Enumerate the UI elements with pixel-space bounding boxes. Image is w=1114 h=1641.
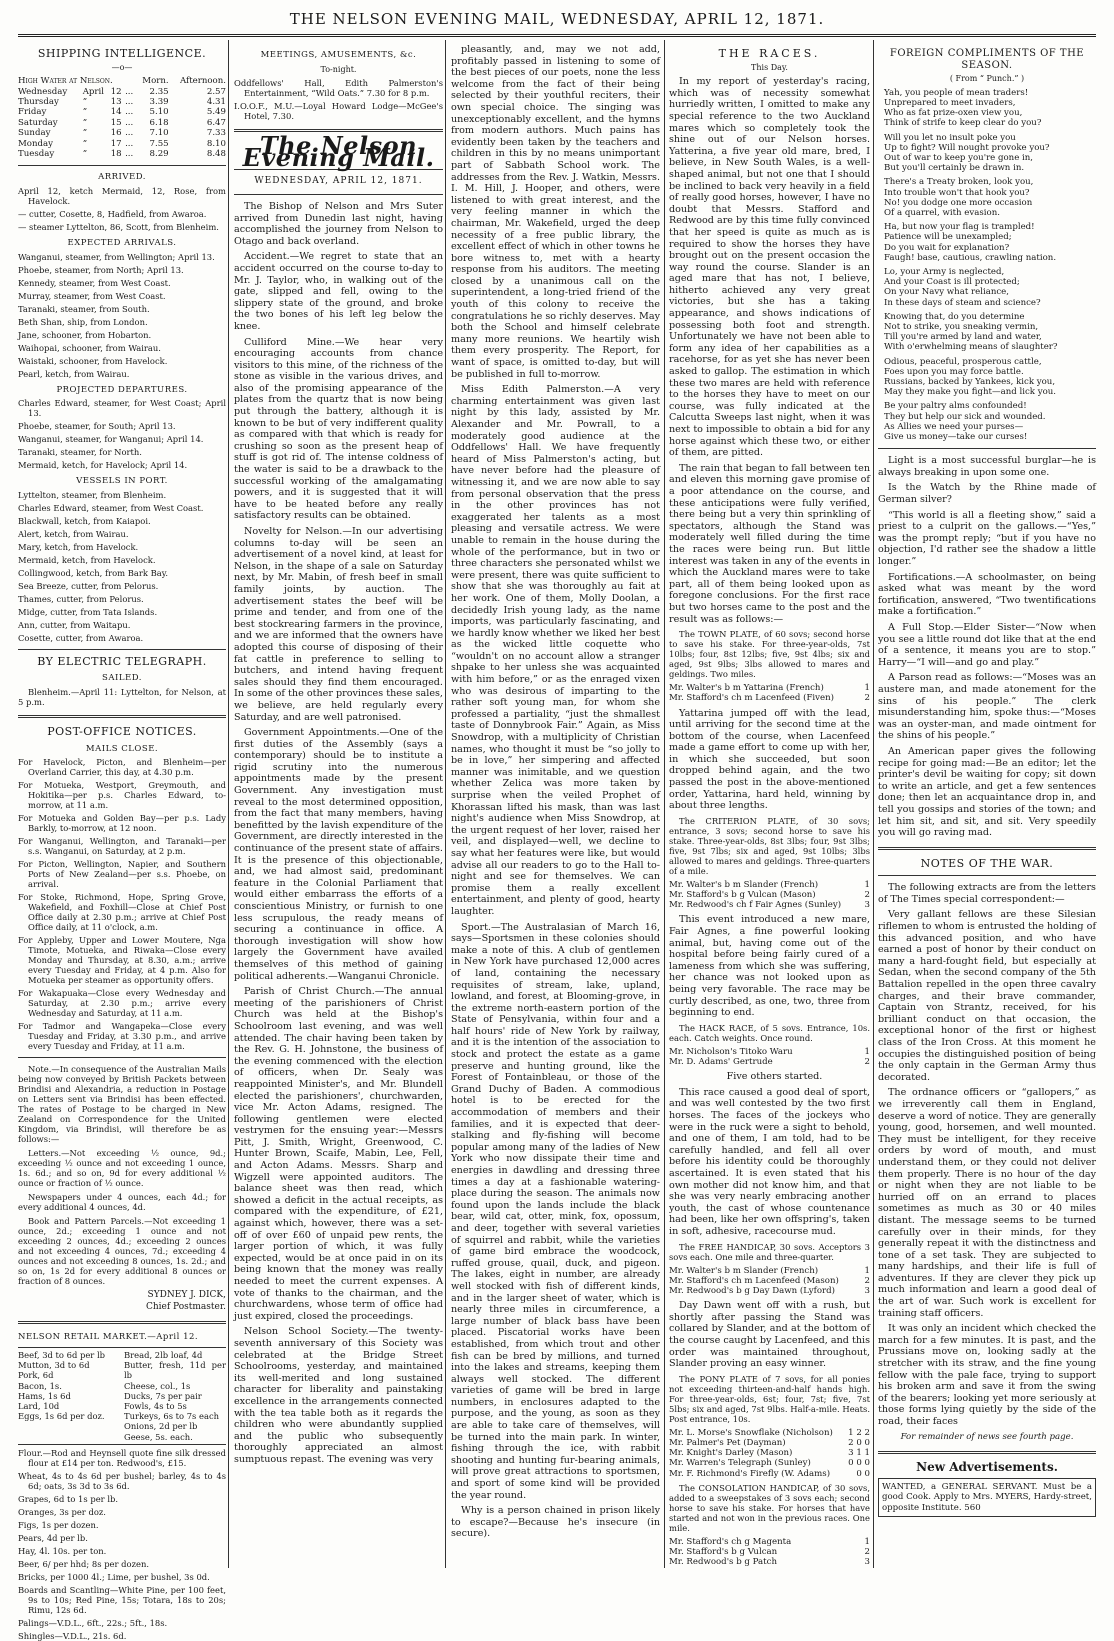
race-place: 2 [864,1057,870,1067]
tide-cell: 7.33 [206,128,226,139]
tide-row [18,87,226,97]
race-horse: Mr. Walter's b m Yattarina (French) [669,683,824,694]
postage-books: Book and Pattern Parcels.—Not exceeding 1 ounce, 2d.; exceeding 1 ounce and not exceeding 2 ounces, 4d.; exceeding 2 ounces and not exceeding 4 ounces, 7d.; exceeding 4 ounces and not exceeding 8 ounces, 1s. 2d.; and so on, 1s 2d for every additional 8 ounces or fraction of 8 ounces. [18,1216,226,1287]
race-result [669,1286,870,1296]
tide-cell: ... [125,86,134,97]
postage-newspapers: Newspapers under 4 ounces, each 4d.; for every additional 4 ounces, 4d. [18,1192,226,1213]
race-place: 3 [864,900,870,911]
mails-heading: MAILS CLOSE. [85,743,159,754]
tide-cell: Sunday [18,128,51,139]
race-place: 1 [864,1536,870,1547]
vessel-entry: Ann, cutter, from Waitapu. [18,619,131,630]
race-horse: Mr. Walter's b m Slander (French) [669,879,819,890]
tide-cell: 2.35 [149,86,169,97]
market-item: Turkeys, 6s to 7s each [124,1411,220,1422]
race-horse: Mr. Warren's Telegraph (Sunley) [669,1458,811,1469]
vessel-entry: Lyttelton, steamer, from Blenheim. [18,489,167,500]
news-paragraph: Novelty for Nelson.—In our advertising columns to-day will be seen an advertisement of a novel kind, at least for Nelson, in the shape of a sale on Saturday next, by Mr. Mabin, of fresh beef in small family joints, by auction. The advertisement states the beef will be prime and tender, and from one of the best stockrearing farmers in the province, and we are informed that the owners have adopted this course of disposing of their fat cattle in preference to selling to butchers, and intend having frequent sales should they find them encouraged. In some of the other provinces these sales, we believe, are held regularly every Saturday, and are well patronised. [234,526,443,723]
edition-date: WEDNESDAY, APRIL 12, 1871. [254,176,423,187]
poem [878,88,1096,443]
race-place: 2 [864,1546,870,1557]
race-horse: Mr. Redwood's ch f Fair Agnes (Sunley) [669,900,842,911]
tide-cell: 8.10 [206,138,226,149]
tide-cell: ” [82,149,88,160]
expected-entry: Jane, schooner, from Hobarton. [18,329,152,340]
races-subheading: This Day. [751,62,788,72]
race-horse: Mr. Nicholson's Titoko Waru [669,1046,793,1057]
poem-line: Of a quarrel, with evasion. [884,208,1000,219]
joke-paragraph: A Full Stop.—Elder Sister—“Now when you see a little round dot like that at the end of a sentence, it means you are to stop.” Harry—“I will—and go and play.” [878,622,1096,668]
race-result [669,1557,870,1567]
market-note: Grapes, 6d to 1s per lb. [18,1493,119,1504]
departure-entry: Phoebe, steamer, for South; April 13. [18,421,176,432]
poem-line: Knowing that, do you determine [884,311,1025,322]
race-place: 3 [864,1285,870,1296]
signature-title: Chief Postmaster. [145,1301,226,1312]
race-place: 3 1 1 [848,1448,870,1459]
departure-entry: Taranaki, steamer, for North. [18,447,142,458]
postage-note: Note.—In consequence of the Australian Mails being now conveyed by British Packets between Brindisi and Alexandria, a reduction in Postage on Letters sent via Brindisi has been effected. The rates of Postage to be charged in New Zealand on Correspondence for the United Kingdom, via Brindisi, will therefore be as follows:— [18,1064,226,1145]
race-place: 1 2 2 [848,1427,870,1438]
race-result [669,1448,870,1458]
expected-entry: Wanganui, steamer, from Wellington; April 13. [18,251,215,262]
race-conditions: The HACK RACE, of 5 sovs. Entrance, 10s. each. Catch weights. Once round. [669,1022,870,1043]
arrival-entry: — cutter, Cosette, 8, Hadfield, from Awaroa. [18,209,207,220]
race-place: 2 0 0 [848,1437,870,1448]
news-paragraph: The Bishop of Nelson and Mrs Suter arrived from Dunedin last night, having accomplished the journey from Nelson to Otago and back overland. [234,200,443,247]
classified-ad: WANTED, a GENERAL SERVANT. Must be a good Cook. Apply to Mrs. MYERS, Hardy-street, opposite Institute. 560 [878,1478,1096,1517]
race-result [669,683,870,693]
tide-cell: 17 [110,138,122,149]
market-note: Flour.—Rod and Heynsell quote fine silk dressed flour at £14 per ton. Redwood's, £15. [18,1447,226,1468]
poem-line: Be your paltry alms confounded! [884,401,1027,412]
race-conditions: The CONSOLATION HANDICAP, of 30 sovs, added to a sweepstakes of 3 sovs each; second horse to save his stake. For horses that have started and not won in the previous races. One mile. [669,1482,870,1533]
war-paragraph: Very gallant fellows are these Silesian riflemen to whom is entrusted the holding of this advanced position, and who have earned a post of honor by their conduct on many a hard-fought field, but especially at Sedan, when the second company of the 5th Battalion repelled in the open three cavalry charges, and their brave commander, Captain von Strantz, received, for his brilliant conduct on that occasion, the exceptional honor of the first or highest class of the Iron Cross. At this moment he occupies the distinguished position of being the only captain in the German Army thus decorated. [878,909,1096,1083]
race-place: 2 [864,890,870,901]
tide-cell: 13 [110,97,122,107]
post-office-heading: POST-OFFICE NOTICES. [47,725,197,738]
race-result [669,890,870,900]
mail-entry: For Picton, Wellington, Napier, and Southern Ports of New Zealand—per s.s. Phoebe, on arrival. [18,859,226,890]
race-place: 1 [864,683,870,694]
tide-cell: Monday [18,138,53,149]
tide-cell: Thursday [18,97,59,107]
mail-entry: For Havelock, Picton, and Blenheim—per Overland Carrier, this day, at 4.30 p.m. [18,757,226,778]
poem-source: ( From “ Punch.” ) [949,74,1025,84]
race-result [669,880,870,890]
projected-heading: PROJECTED DEPARTURES. [56,384,188,395]
joke-paragraph: Light is a most successful burglar—he is always breaking in upon some one. [878,455,1096,478]
shipping-heading: SHIPPING INTELLIGENCE. [37,47,207,60]
race-horse: Mr. Knight's Darley (Mason) [669,1448,793,1459]
tide-cell: Saturday [18,117,58,128]
poem-line: Patience will be unexampled; [884,232,1012,243]
race-place: 1 [864,879,870,890]
tide-cell: ... [125,107,134,118]
race-result [669,1266,870,1276]
market-item: Bacon, 1s. [18,1380,62,1391]
column-3 [451,44,660,1564]
race-place: 1 [864,1046,870,1057]
poem-line: Give us money—take our curses! [884,432,1028,443]
meeting-entry: I.O.O.F., M.U.—Loyal Howard Lodge—McGee's Hotel, 7.30. [234,101,443,122]
tide-row [18,118,226,128]
tide-cell: 16 [110,128,122,139]
market-note: Palings—V.D.L., 6ft., 22s.; 5ft., 18s. [18,1617,168,1628]
expected-entry: Murray, steamer, from West Coast. [18,290,166,301]
races-paragraph: Yattarina jumped off with the lead, until arriving for the second time at the bottom of the course, when Lacenfeed made a game effort to come up with her, in which she succeeded, but soon dropped behind again, and the two passed the post in the above-mentioned order, Yattarina, hard held, winning by about three lengths. [669,707,870,812]
market-item: Cheese, col., 1s [124,1380,191,1391]
sailed-heading: SAILED. [102,673,142,684]
poem-line: Not to strike, you sneaking vermin, [884,322,1039,333]
poem-line: Out of war to keep you're gone in, [884,153,1034,163]
tide-header: Afternoon. [179,76,226,87]
race-result [669,1469,870,1479]
poem-line: But you'll certainly be drawn in. [884,163,1025,174]
tide-cell: 2.57 [206,86,226,97]
joke-paragraph: “This world is all a fleeting show,” said a priest to a culprit on the gallows.—“Yes,” was the prompt reply; “but if you have no objection, I'd rather see the shadow a little longer.” [878,509,1096,568]
news-paragraph: Sport.—The Australasian of March 16, says—Sportsmen in these colonies should make a note of this. A club of gentlemen in New York have purchased 12,000 acres of land, containing the necessary requisites of stream, lake, upland, lowland, and forest, at Blooming-grove, in the extreme north-eastern portion of the State of Pensylvania, within four and a half hours' ride of New York by railway, and it is the intention of the association to stock and protect the estate as a game preserve and hunting ground, like the Forest of Fontainbleau, or those of the Grand Duchy of Baden. A commodious hotel is to be erected for the accommodation of members and their families, and it is expected that deer-stalking and fly-fishing will become popular among many of the ladies of New York who now dissipate their time and energies in dawdling and dressing three times a day at a fashionable watering-place during the season. The animals now found upon the lands include the black bear, wild cat, otter, mink, fox, opossum, and deer, together with several varieties of squirrel and rabbit, while the varieties of game bird embrace the woodcock, ruffed grouse, quail, duck, and pigeon. The lakes, eight in number, are already well stocked with fish of different kinds, and in the larger sheet of water, which is nearly three miles in circumference, a large number of black bass have been placed. Piscatorial works have been established, from which trout and other fish can be bred by millions, and turned into the lakes and streams, keeping them always well stocked. The different varieties of game will be bred in large numbers, in enclosures adapted to the purpose, and the young, as soon as they are able to take care of themselves, will be turned into the main park. In winter, fishing through the ice, with rabbit shooting and hunting fur-bearing animals, will prove great attractions to sportsmen, and sport of some kind will be provided the year round. [451,921,660,1501]
races-paragraph: This event introduced a new mare, Fair Agnes, a fine powerful looking animal, but, having come out of the hospital before being fairly cured of a lameness from which she was suffering, her chance was not looked upon as being very favorable. The race may be curtly described, as one, two, three from beginning to end. [669,914,870,1019]
tide-cell: 7.55 [149,138,169,149]
race-place: 2 [864,1275,870,1286]
news-paragraph: Why is a person chained in prison likely to escape?—Because he's insecure (in secure). [451,1505,660,1540]
newspaper-title: The Nelson Evening Mail. [242,131,435,172]
poem-heading: FOREIGN COMPLIMENTS OF THE SEASON. [889,48,1085,71]
tide-cell: ” [82,107,88,118]
tide-cell: 8.48 [206,149,226,160]
race-horse: Mr. Stafford's b g Vulcan (Mason) [669,890,816,901]
race-result [669,1438,870,1448]
postage-letters: Letters.—Not exceeding ½ ounce, 9d.; exceeding ½ ounce and not exceeding 1 ounce, 1s. 6d.; and so on, 9d for every additional ½ ounce or fraction of ½ ounce. [18,1148,226,1189]
races-paragraph: The rain that began to fall between ten and eleven this morning gave promise of a poor attendance on the course, and these anticipations were fully verified, there being but a very thin sprinkling of spectators, although the Stand was moderately well filled during the time the races were being run. But little interest was taken in any of the events in which the Auckland mares were to take part, all of them being looked upon as foregone conclusions. For the first race but two horses came to the post and the result was as follows:— [669,462,870,625]
poem-line: Unprepared to meet invaders, [884,97,1016,108]
news-paragraph: Culliford Mine.—We hear very encouraging accounts from chance visitors to this mine, of the richness of the stone as visible in the various drives, and also of the promising appearance of the plates from the quartz that is now being put through the battery, although it is known to be but of very indifferent quality as compared with that which is ready for crushing so soon as the present heap of stuff is got rid of. The intense coldness of the water is said to be a drawback to the successful working of the amalgamating powers, and it is suggested that it will have to be heated before any really satisfactory results can be obtained. [234,336,443,522]
poem-line: Lo, your Army is neglected, [884,267,1005,278]
market-item: Bread, 2lb loaf, 4d [124,1349,203,1360]
vessel-entry: Mary, ketch, from Havelock. [18,541,139,552]
tide-cell: 6.47 [206,117,226,128]
poem-line: Up to fight? Will nought provoke you? [884,142,1050,153]
meeting-entry: Oddfellows' Hall, Edith Palmerston's Entertainment, “Wild Oats.” 7.30 for 8 p.m. [234,78,443,99]
arrival-entry: — steamer Lyttelton, 86, Scott, from Blenheim. [18,222,219,233]
news-paragraph: Government Appointments.—One of the first duties of the Assembly (says a contemporary) should be to institute a rigid scrutiny into the numerous appointments made by the present Government. Any investigation must reveal to the most determined opposition, from the fact that many members, having benefitted by the lavish expenditure of the Government, are directly interested in the continuance of the present state of affairs. It is the presence of this objectionable, and, we had almost said, predominant feature in the Colonial Parliament that would either embarrass the efforts of a conscientious Ministry, or furnish to one less scrupulous, the ready means of securing a continuance in office. A thorough investigation will show how largely the Government have availed themselves of this method of gaining political adherents.—Wanganui Chronicle. [234,727,443,982]
poem-line: Odious, peaceful, prosperous cattle, [884,356,1042,367]
race-result [669,1537,870,1547]
tide-cell: 14 [110,107,122,118]
races-paragraph: Day Dawn went off with a rush, but shortly after passing the Stand was collared by Slander, and at the bottom of the course caught by Lacenfeed, and this order was maintained throughout, Slander proving an easy winner. [669,1300,871,1370]
expected-entry: Waihopai, schooner, from Wairau. [18,342,161,353]
column-1 [18,44,226,1641]
races-heading: THE RACES. [718,47,821,60]
news-paragraph: Nelson School Society.—The twenty-seventh anniversary of this Society was celebrated at the Bridge Street Schoolrooms, yesterday, and maintained its well-merited and long sustained character for liberality and painstaking excellence in the arrangements connected with the tea table both as it regards the children who were abundantly supplied and the public who subsequently thoroughly appreciated an almost sumptuous repast. The evening was very [234,1326,443,1465]
mail-entry: For Tadmor and Wangapeka—Close every Tuesday and Friday, at 3.30 p.m., and arrive every Tuesday and Friday, at 11 a.m. [18,1021,226,1052]
race-conditions: The TOWN PLATE, of 60 sovs; second horse to save his stake. For three-year-olds, 7st 10lbs; four, 8st 12lbs; five, 9st 4lbs; six and aged, 9st 9lbs; 3lbs allowed to mares and geldings. Two miles. [669,629,870,680]
market-item: Onions, 2d per lb [124,1421,198,1432]
race-horse: Mr. Stafford's ch m Lacenfeed (Fiven) [669,693,834,704]
market-item: Pork, 6d [18,1370,54,1381]
mail-entry: For Stoke, Richmond, Hope, Spring Grove, Wakefield, and Foxhill—Close at Chief Post Office daily at 2.30 p.m.; arrive at Chief Post Office daily, at 11 o'clock, a.m. [18,892,226,933]
departure-entry: Charles Edward, steamer, for West Coast; April 13. [18,398,226,419]
poem-line: Who as fat prize-oxen view you, [884,108,1023,119]
tide-row [18,139,226,149]
tide-cell: 7.10 [149,128,169,139]
news-paragraph: Accident.—We regret to state that an accident occurred on the course to-day to Mr. J. Taylor, who, in walking out of the gate, slipped and fell, owing to the slippery state of the ground, and broke the two bones of his left leg below the knee. [234,251,443,332]
race-horse: Mr. Stafford's ch g Magenta [669,1536,792,1547]
race-result [669,1458,870,1468]
tide-cell: ... [125,117,134,128]
market-table [18,1347,226,1445]
market-note: Figs, 1s per dozen. [18,1519,99,1530]
race-horse: Mr. Palmer's Pet (Dayman) [669,1437,786,1448]
races-paragraph: This race caused a good deal of sport, and was well contested by the two first horses. The faces of the jockeys who were in the ruck were a sight to behold, and one of them, I am told, had to be carefully handled, and fell all over before his identity could be thoroughly ascertained. It is even stated that his own mother did not know him, and that she was very nearly embracing another youth, the cast of whose countenance had been, like her own offspring's, taken in soft, adhesive, racecourse mud. [669,1086,870,1237]
vessel-entry: Midge, cutter, from Tata Islands. [18,606,158,617]
remainder-note: For remainder of news see fourth page. [900,1431,1074,1442]
race-horse: Mr. Redwood's b g Day Dawn (Lyford) [669,1285,835,1296]
poem-line: They but help our sick and wounded. [884,411,1046,422]
expected-entry: Taranaki, steamer, from South. [18,303,150,314]
tide-cell: Tuesday [18,149,55,160]
vessel-entry: Blackwall, ketch, from Kaiapoi. [18,515,151,526]
poem-line: Do you wait for explanation? [884,242,1010,253]
race-horse: Mr. Redwood's b g Patch [669,1557,777,1568]
column-rule [873,40,874,1568]
masthead: THE NELSON EVENING MAIL, WEDNESDAY, APRIL 12, 1871. [289,10,825,28]
poem-line: And your Coast is ill protected; [884,277,1020,288]
market-note: Wheat, 4s to 4s 6d per bushel; barley, 4s to 4s 6d; oats, 3s 3d to 3s 6d. [18,1470,226,1491]
tide-header: Morn. [142,76,169,87]
vessel-entry: Alert, ketch, from Wairau. [18,528,129,539]
tide-cell: 18 [110,149,122,160]
vessel-entry: Collingwood, ketch, from Bark Bay. [18,567,169,578]
race-place: 2 [864,693,870,704]
tide-cell: 6.18 [149,117,169,128]
race-horse: Mr. Stafford's b g Vulcan [669,1546,778,1557]
market-item: Fowls, 4s to 5s [124,1400,187,1411]
vessel-entry: Thames, cutter, from Pelorus. [18,593,144,604]
news-paragraph: Parish of Christ Church.—The annual meeting of the parishioners of Christ Church was held at the Bishop's Schoolroom last evening, and was well attended. The chair having been taken by the Rev. G. H. Johnstone, the business of the evening commenced with the election of officers, when Dr. Sealy was reappointed Minister's, and Mr. Blundell elected the parishioners', churchwarden, vice Mr. Acton Adams, resigned. The following gentlemen were elected vestrymen for the ensuing year:—Messrs Pitt, J. Smith, Wright, Greenwood, C. Hunter Brown, Scaife, Mabin, Lee, Fell, and Acton Adams. Messrs. Sharp and Wigzell were appointed auditors. The balance sheet was then read, which showed a deficit in the actual receipts, as compared with the expenditure, of £21, against which, however, there was a set-off of over £60 of unpaid pew rents, the larger portion of which, it was fully expected, would be at once paid in on its being known that the money was really needed to meet the current expenses. A vote of thanks to the chairman, and the churchwardens, whose term of office had just expired, closed the proceedings. [234,986,443,1322]
market-heading: NELSON RETAIL MARKET.—April 12. [18,1332,199,1343]
tide-cell: ” [82,138,88,149]
column-rule [228,40,229,1568]
poem-line: Ha, but now your flag is trampled! [884,222,1035,233]
market-note: Oranges, 3s per doz. [18,1506,106,1517]
race-horse: Mr. D. Adams' Gertrude [669,1057,773,1067]
market-item: Lard, 10d [18,1400,60,1411]
market-note: Shingles—V.D.L., 21s. 6d. [18,1630,127,1641]
tonight-label: To-night. [320,64,357,74]
news-paragraph: Miss Edith Palmerston.—A very charming entertainment was given last night by this lady, assisted by Mr. Alexander and Mr. Powrall, to a moderately good audience at the Oddfellows' Hall. We have frequently heard of Miss Palmerston's acting, but have never before had the pleasure of witnessing it, and we are now able to say from personal observation that the press in the other provinces has not exaggerated her talents as a most pleasing and versatile actress. We were unable to remain in the house during the whole of the performance, but in two or three characters she personated whilst we were present, there was quite sufficient to show that she was thoroughly au fait at her work. One of them, Molly Doolan, a decidedly Irish young lady, as the name imports, was particularly fascinating, and we hardly know whether we liked her best as the wicked little coquette who “wouldn't on no account allow a stranger shpake to her unless she was acquainted with him before,” or as the enraged vixen who was desirous of imparting to the rather soft young man, for whom she professed a partiality, “just the shmallest taste of Donnybrook Fair.” Again, as Miss Snowdrop, with a multiplicity of Christian names, who thought it must be “so jolly to be in love,” her simpering and affected manner was inimitable, and we question whether Zelica was more taken by surprise when the veiled Prophet of Khorassan lifted his mask, than was last night's audience when Miss Snowdrop, at the urgent request of her lover, raised her veil, and displayed—well, we decline to say what her features were like, but would advise all our readers to go to the Hall to-night and see for themselves. We can promise them a really excellent entertainment, and plenty of good, hearty laughter. [451,384,660,917]
column-2 [234,44,443,1564]
tide-cell: 5.10 [149,107,169,118]
sailed-text: Blenheim.—April 11: Lyttelton, for Nelson, at 5 p.m. [18,687,226,707]
vessel-entry: Cosette, cutter, from Awaroa. [18,632,144,643]
tide-cell: 5.49 [206,107,226,118]
race-horse: Mr. F. Richmond's Firefly (W. Adams) [669,1468,831,1479]
race-result [669,1547,870,1557]
signature-name: SYDNEY J. DICK, [147,1290,226,1301]
tide-table [18,76,226,159]
market-note: Beer, 6/ per hhd; 8s per dozen. [18,1558,150,1569]
joke-paragraph: An American paper gives the following recipe for going mad:—Be an editor; let the printer's devil be waiting for copy; sit down to write an article, and get a few sentences done; then let an acquaintance drop in, and tell you gossips and stories of the town; and let him sit, and sit, and sit. Very speedily you will go raving mad. [878,745,1096,839]
market-note: Hay, 4l. 10s. per ton. [18,1545,107,1556]
poem-line: In these days of steam and science? [884,297,1041,308]
expected-entry: Beth Shan, ship, from London. [18,316,148,327]
tide-cell: 12 [110,86,122,97]
market-note: Bricks, per 1000 4l.; Lime, per bushel, 3s 0d. [18,1571,210,1582]
mail-entry: For Wakapuaka—Close every Wednesday and Saturday, at 2.30 p.m.; arrive every Wednesday and Saturday, at 11 a.m. [18,988,226,1019]
race-place: 0 0 [856,1468,870,1479]
tide-cell: 3.39 [149,97,169,107]
races-paragraph: Five others started. [726,1071,823,1083]
tide-cell: April [82,86,105,97]
market-item: Mutton, 3d to 6d [18,1360,90,1371]
mail-entry: For Wanganui, Wellington, and Taranaki—per s.s. Wanganui, on Saturday, at 2 p.m. [18,836,226,857]
expected-entry: Kennedy, steamer, from West Coast. [18,277,171,288]
masthead-rule [18,34,1096,37]
war-paragraph: It was only an incident which checked the march for a few minutes. It is past, and the Prussians move on, looking sadly at the stretcher with its straw, and the fine young fellow with the pale face, trying to support his broken arm and save it from the swing of the bearers; looking yet more seriously at those forms lying quietly by the side of the road, their faces [878,1323,1096,1427]
market-item: Ducks, 7s per pair [124,1390,202,1401]
joke-paragraph: Is the Watch by the Rhine made of German silver? [878,482,1096,506]
mail-entry: For Appleby, Upper and Lower Moutere, Nga Timote, Motueka, and Riwaka—Close every Monday and Thursday, at 8.30, a.m.; arrive every Tuesday and Friday, at 4 p.m. Also for Motueka per steamer as opportunity offers. [18,935,226,986]
poem-line: Yah, you people of mean traders! [884,87,1029,98]
tide-cell: 15 [110,117,122,128]
joke-paragraph: A Parson read as follows:—“Moses was an austere man, and made atonement for the sins of his people.” The clerk misunderstanding him, spoke thus:—“Moses was an oyster-man, and made ointment for the shins of his people.” [878,672,1096,742]
poem-line: Think of strife to keep clear do you? [884,118,1042,129]
poem-line: May they make you fight—and lick you. [884,387,1057,398]
expected-entry: Pearl, ketch, from Wairau. [18,368,130,379]
race-place: 3 [864,1557,870,1568]
tide-row [18,107,226,117]
tide-row [18,128,226,138]
poem-line: Foes upon you may force battle. [884,366,1024,377]
tide-cell: ... [125,128,134,139]
race-horse: Mr. Stafford's ch m Lacenfeed (Mason) [669,1275,839,1286]
poem-line: Faugh! base, cautious, crawling nation. [884,252,1057,263]
tide-cell: ... [125,97,134,107]
poem-line: Will you let no insult poke you [884,132,1016,143]
market-note: Boards and Scantling—White Pine, per 100 feet, 9s to 10s; Red Pine, 15s; Totara, 18s to 20s; Rimu, 12s 6d. [18,1584,226,1615]
race-horse: Mr. L. Morse's Snowflake (Nicholson) [669,1427,833,1438]
departure-entry: Wanganui, steamer, for Wanganui; April 14. [18,434,204,445]
race-conditions: The PONY PLATE of 7 sovs, for all ponies not exceeding thirteen-and-half hands high. For three-year-olds, 6st; four, 7st; five, 7st 5lbs; six and aged, 7st 9lbs. Half-a-mile. Heats. Post entrance, 10s. [669,1373,870,1424]
race-place: 1 [864,1265,870,1276]
market-item: Eggs, 1s 6d per doz. [18,1411,105,1422]
race-conditions: The CRITERION PLATE, of 30 sovs; entrance, 3 sovs; second horse to save his stake. Three-year-olds, 8st 3lbs; four, 9st 3lbs; five, 9st 7lbs; six and aged, 9st 10lbs; 3lbs allowed to mares and geldings. Three-quarters of a mile. [669,815,870,876]
races-paragraph: In my report of yesterday's racing, which was of necessity somewhat hurriedly written, I omitted to make any special reference to the two Auckland mares which so completely took the shine out of our Nelson horses. Yatterina, a five year old mare, bred, I believe, in New South Wales, is a well-shaped animal, but not one that I should be inclined to back very heavily in a field of really good horses, however, I have no doubt that Messrs. Stafford and Redwood are by this time fully convinced that her speed is quite as much as is required to show the horses they have brought out on the present occasion the way round the course. Slander is an aged mare that has not, I believe, hitherto achieved any very great victories, but she has a taking appearance, and shows indications of possessing both foot and strength. Unfortunately we have not been able to form any idea of her capabilities as a racehorse, for as yet she has never been asked to gallop. The estimation in which these two mares are held with reference to the horses they have to meet on our course, was fully indicated at the Calcutta Sweeps last night, when it was next to impossible to obtain a bid for any horse against which these two, or either of them, are pitted. [669,76,870,459]
market-item: Butter, fresh, 11d per lb [124,1360,226,1381]
race-result [669,1047,870,1057]
tide-header: High Water at Nelson. [18,76,113,87]
mail-entry: For Motueka, Westport, Greymouth, and Hokitika—per p.s. Charles Edward, to-morrow, at 11 a.m. [18,780,226,811]
ads-heading: New Advertisements. [916,1460,1058,1475]
race-result [669,1428,870,1438]
tide-cell: 8.29 [149,149,169,160]
expected-entry: Phoebe, steamer, from North; April 13. [18,264,184,275]
poem-line: On your Navy what reliance, [884,287,1009,298]
tide-cell: Wednesday [18,86,68,97]
tide-cell: ... [125,149,134,160]
ornament: —o— [111,62,133,72]
poem-line: Russians, backed by Yankees, kick you, [884,377,1056,388]
expected-entry: Waistaki, schooner, from Havelock. [18,355,168,366]
poem-line: As Allies we need your purses— [884,421,1024,432]
war-intro: The following extracts are from the letters of The Times special correspondent:— [878,882,1096,905]
market-item: Beef, 3d to 6d per lb [18,1349,105,1360]
war-paragraph: The ordnance officers or “gallopers,” as we irreverently call them in England, deserve a word of notice. They are generally young, good, horsemen, and well mounted. They must be intelligent, for they receive orders by word of mouth, and must understand them, or they could not deliver them properly. There is no hour of the day or night when they are not liable to be hurried off on an errand to places sometimes as much as 30 or 40 miles distant. The message seems to be turned carefully over in their minds, for they generally repeat it with the distinctness and tone of a set task. They are subjected to many hardships, and their life is full of adventures. If they are clever they pick up much information and learn a good deal of the art of war. Such work is excellent for training staff officers. [878,1087,1096,1319]
poem-line: There's a Treaty broken, look you, [884,177,1034,188]
poem-line: Till you're armed by land and water, [884,332,1042,343]
arrival-entry: April 12, ketch Mermaid, 12, Rose, from Havelock. [18,186,226,207]
departure-entry: Mermaid, ketch, for Havelock; April 14. [18,460,188,471]
race-result [669,1276,870,1286]
market-item: Hams, 1s 6d [18,1390,71,1401]
tide-row [18,149,226,159]
joke-paragraph: Fortifications.—A schoolmaster, on being asked what was meant by the word fortification, answered, “Two twentifications make a fortification.” [878,571,1096,618]
tide-cell: ” [82,117,88,128]
race-result [669,693,870,703]
mail-entry: For Motueka and Golden Bay—per p.s. Lady Barkly, to-morrow, at 12 noon. [18,813,226,834]
race-place: 0 0 0 [848,1458,870,1469]
market-item: Geese, 5s. each. [124,1431,193,1442]
arrived-heading: ARRIVED. [98,172,146,183]
vessel-entry: Sea Breeze, cutter, from Pelorus. [18,580,159,591]
column-rule [664,40,665,1568]
race-result [669,900,870,910]
meetings-heading: MEETINGS, AMUSEMENTS, &c. [260,50,417,60]
tide-cell: Friday [18,107,47,118]
poem-line: No! you dodge one more occasion [884,197,1033,208]
market-note: Pears, 4d per lb. [18,1532,88,1543]
column-5 [878,44,1096,1564]
poem-line: With o'erwhelming means of slaughter? [884,342,1058,353]
vessel-entry: Mermaid, ketch, from Havelock. [18,554,156,565]
news-paragraph: pleasantly, and, may we not add, profitably passed in listening to some of the best pieces of our poets, none the less welcome from the fact of their being selected by their youthful reciters, their own special choice. The singing was unexceptionably excellent, and the hymns from modern authors. Much pains has evidently been taken by the teachers and children in this by no means unimportant part of Sabbath School work. The addresses from the Rev. J. Watkin, Messrs. I. M. Hill, J. Hooper, and others, were listened to with great interest, and the very feeling manner in which the chairman, Mr. Wakefield, urged the deep necessity of a free public library, the excellent effect of which in other towns he bore witness to, met with a hearty response from his auditors. The meeting closed by a unanimous call on the superintendent, a long-tried friend of the youth of this colony to receive the congratulations he so richly deserves. May both the School and himself celebrate many more reunions. We heartily wish them every prosperity. The Report, for want of space, is omitted to-day, but will be published in full to-morrow. [451,44,660,380]
tide-cell: ” [82,128,88,139]
expected-heading: EXPECTED ARRIVALS. [67,238,177,249]
telegraph-heading: BY ELECTRIC TELEGRAPH. [37,654,207,668]
column-4 [669,44,871,1568]
race-conditions: The FREE HANDICAP, 30 sovs. Acceptors 3 sovs each. One mile and three-quarter. [669,1241,870,1262]
race-result [669,1057,870,1067]
tide-cell: ” [82,97,88,107]
column-rule [445,40,446,1568]
poem-line: Into trouble won't that hook you? [884,187,1030,198]
vessel-entry: Charles Edward, steamer, from West Coast. [18,502,204,513]
race-horse: Mr. Walter's b m Slander (French) [669,1265,819,1276]
tide-cell: 4.31 [206,97,226,107]
tide-row [18,97,226,107]
port-heading: VESSELS IN PORT. [76,476,168,487]
tide-cell: ... [125,138,134,149]
war-heading: NOTES OF THE WAR. [920,856,1054,870]
